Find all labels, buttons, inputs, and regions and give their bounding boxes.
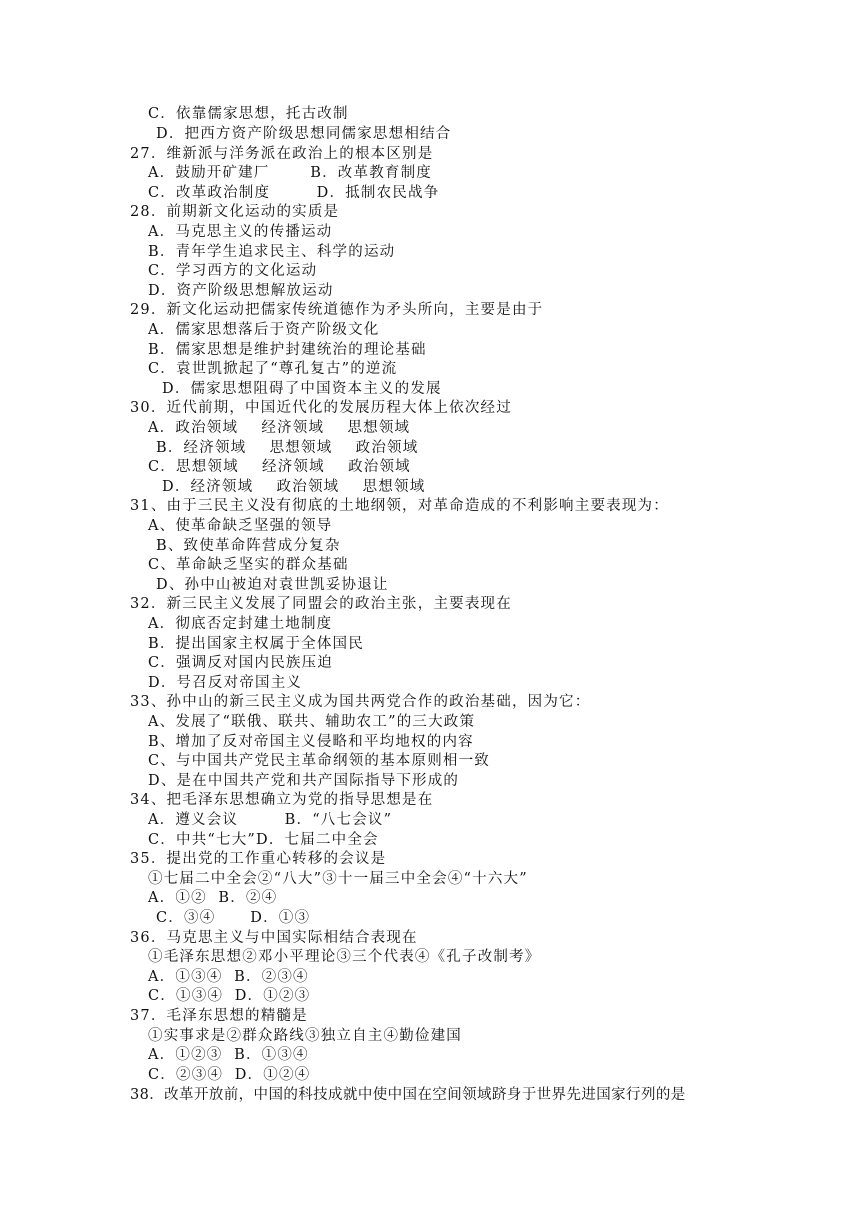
q37-choices: ①实事求是②群众路线③独立自主④勤俭建国	[148, 1028, 462, 1044]
q28-option-c: C．学习西方的文化运动	[148, 263, 318, 279]
q28-option-d: D．资产阶级思想解放运动	[148, 283, 334, 299]
q31-option-c: C、革命缺乏坚实的群众基础	[148, 557, 349, 573]
q26-option-c: C．依靠儒家思想，托古改制	[148, 106, 349, 122]
q35-choices: ①七届二中全会②“八大”③十一届三中全会④“十六大”	[148, 871, 528, 887]
q29-option-c: C．袁世凯掀起了“尊孔复古”的逆流	[148, 361, 398, 377]
q35-options-cd: C．③④ D．①③	[156, 910, 311, 926]
q29-option-d: D．儒家思想阻碍了中国资本主义的发展	[162, 381, 442, 397]
q36-stem: 36．马克思主义与中国实际相结合表现在	[130, 930, 418, 946]
q30-option-d: D．经济领域 政治领域 思想领域	[162, 479, 426, 495]
q33-option-d: D、是在中国共产党和共产国际指导下形成的	[148, 773, 460, 789]
q32-option-d: D．号召反对帝国主义	[148, 675, 303, 691]
q34-stem: 34、把毛泽东思想确立为党的指导思想是在	[130, 792, 434, 808]
q27-options-cd: C．改革政治制度 D．抵制农民战争	[148, 185, 440, 201]
q30-option-a: A．政治领域 经济领域 思想领域	[148, 420, 411, 436]
q31-stem: 31、由于三民主义没有彻底的土地纲领，对革命造成的不利影响主要表现为：	[130, 498, 669, 514]
q28-option-a: A．马克思主义的传播运动	[148, 224, 333, 240]
q32-option-b: B．提出国家主权属于全体国民	[148, 636, 364, 652]
q33-option-b: B、增加了反对帝国主义侵略和平均地权的内容	[148, 734, 474, 750]
q37-options-ab: A．①②③ B．①③④	[148, 1047, 309, 1063]
q30-option-c: C．思想领域 经济领域 政治领域	[148, 459, 411, 475]
q29-stem: 29．新文化运动把儒家传统道德作为矛头所向，主要是由于	[130, 302, 544, 318]
q36-options-cd: C．①③④ D．①②③	[148, 988, 311, 1004]
q35-stem: 35．提出党的工作重心转移的会议是	[130, 851, 387, 867]
q37-options-cd: C．②③④ D．①②④	[148, 1067, 311, 1083]
q30-stem: 30．近代前期，中国近代化的发展历程大体上依次经过	[130, 400, 512, 416]
q28-stem: 28．前期新文化运动的实质是	[130, 204, 340, 220]
q32-option-a: A．彻底否定封建土地制度	[148, 616, 333, 632]
q31-option-b: B、致使革命阵营成分复杂	[156, 538, 341, 554]
q27-stem: 27．维新派与洋务派在政治上的根本区别是	[130, 146, 434, 162]
q36-choices: ①毛泽东思想②邓小平理论③三个代表④《孔子改制考》	[148, 949, 541, 965]
q33-option-a: A、发展了“联俄、联共、辅助农工”的三大政策	[148, 714, 476, 730]
q32-option-c: C．强调反对国内民族压迫	[148, 655, 333, 671]
q31-option-a: A、使革命缺乏坚强的领导	[148, 518, 333, 534]
q29-option-b: B．儒家思想是维护封建统治的理论基础	[148, 342, 427, 358]
q33-option-c: C、与中国共产党民主革命纲领的基本原则相一致	[148, 753, 490, 769]
q34-options-ab: A．遵义会议 B．“八七会议”	[148, 812, 393, 828]
q31-option-d: D、孙中山被迫对袁世凯妥协退让	[156, 577, 389, 593]
q27-options-ab: A．鼓励开矿建厂 B．改革教育制度	[148, 165, 432, 181]
q26-option-d: D．把西方资产阶级思想同儒家思想相结合	[156, 126, 452, 142]
q33-stem: 33、孙中山的新三民主义成为国共两党合作的政治基础，因为它：	[130, 694, 591, 710]
q28-option-b: B．青年学生追求民主、科学的运动	[148, 244, 396, 260]
q35-options-ab: A．①② B．②④	[148, 890, 278, 906]
q37-stem: 37．毛泽东思想的精髓是	[130, 1008, 308, 1024]
q36-options-ab: A．①③④ B．②③④	[148, 969, 309, 985]
q32-stem: 32．新三民主义发展了同盟会的政治主张，主要表现在	[130, 596, 512, 612]
q29-option-a: A．儒家思想落后于资产阶级文化	[148, 322, 380, 338]
q38-stem: 38．改革开放前，中国的科技成就中使中国在空间领域跻身于世界先进国家行列的是	[130, 1087, 686, 1103]
q34-options-cd: C．中共“七大”D．七届二中全会	[148, 832, 379, 848]
q30-option-b: B．经济领域 思想领域 政治领域	[156, 440, 419, 456]
